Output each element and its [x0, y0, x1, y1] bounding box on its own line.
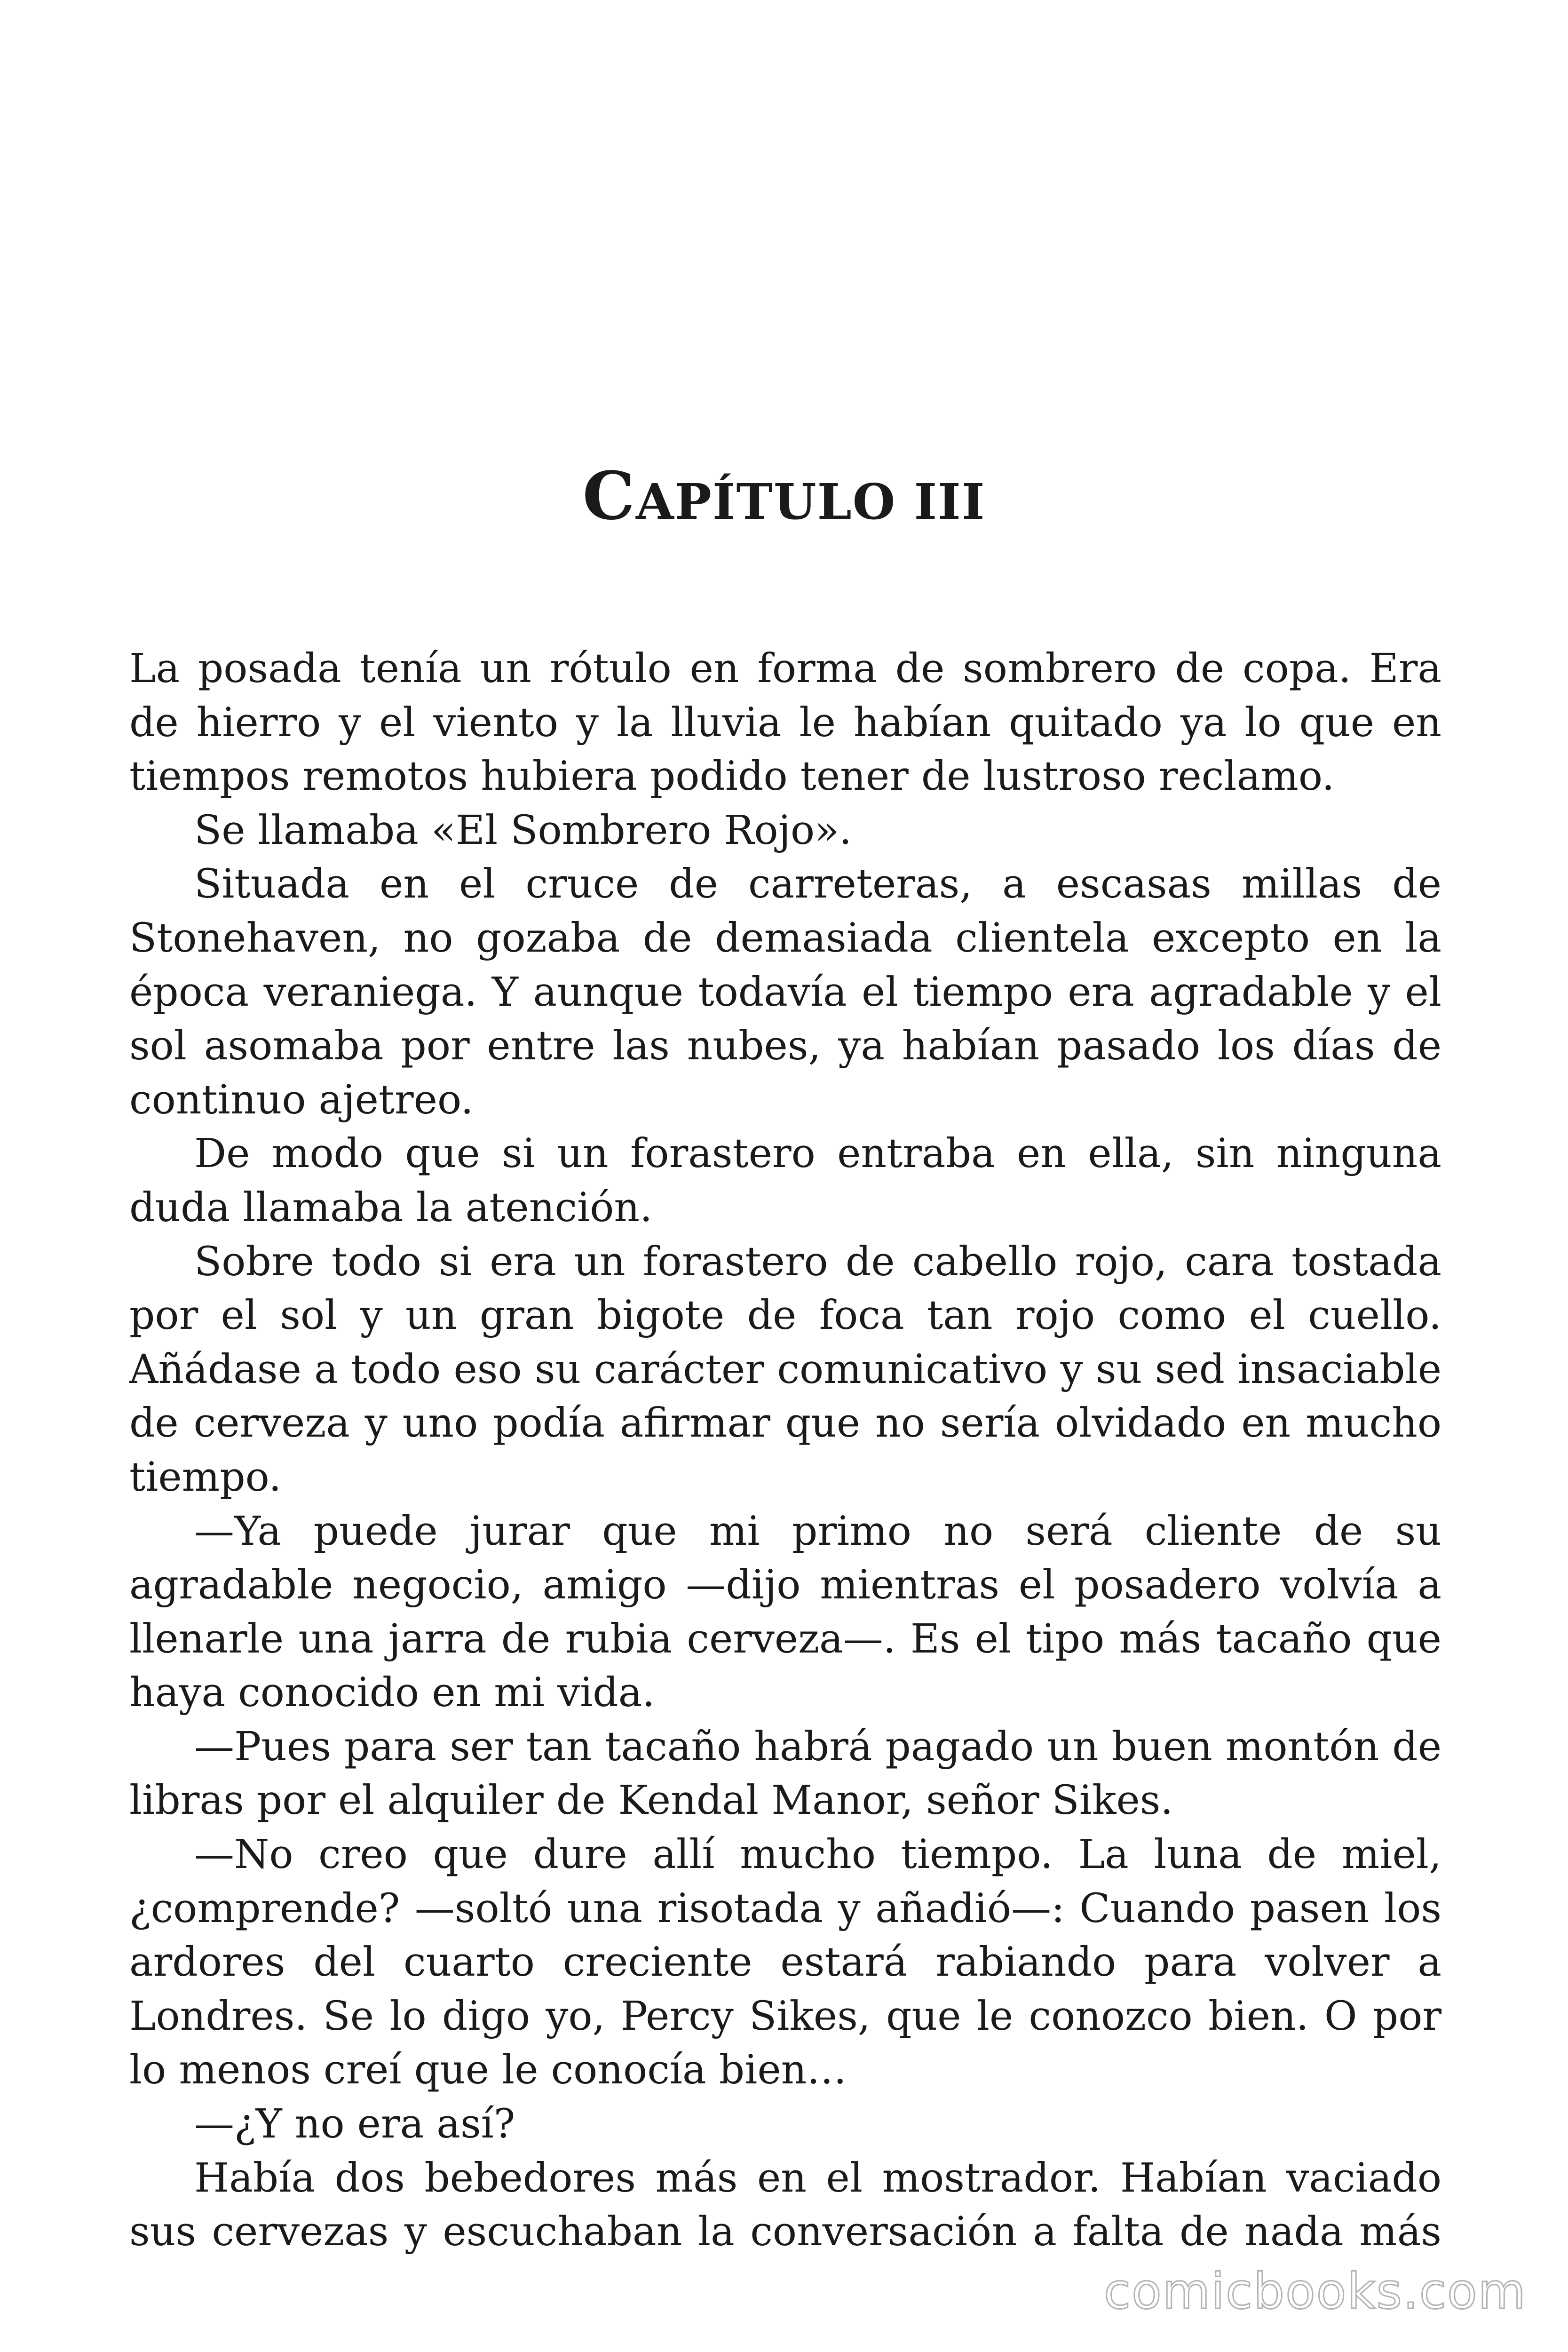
paragraph: Se llamaba «El Sombrero Rojo».	[194, 807, 852, 854]
paragraph: Había dos bebedores más en el mostrador. Habían vaciado sus cervezas y escuchaban la conversación a falta de nada más	[129, 2154, 1441, 2256]
paragraph: —¿Y no era así?	[194, 2101, 515, 2148]
paragraph: —No creo que dure allí mucho tiempo. La luna de miel, ¿comprende? —soltó una risotada y añadió—: Cuando pasen los ardores del cuarto creciente estará rabiando para volver a Londres. Se lo digo yo, Percy Sikes, que le conozco bien. O por lo menos creí que le conocía bien…	[129, 1831, 1441, 2094]
chapter-body	[129, 642, 1441, 2259]
paragraph: —Pues para ser tan tacaño habrá pagado un buen montón de libras por el alquiler de Kendal Manor, señor Sikes.	[129, 1723, 1441, 1824]
chapter-title	[0, 456, 1568, 542]
chapter-title-rest: APÍTULO III	[635, 473, 986, 531]
chapter-title-initial: C	[582, 458, 636, 535]
paragraph: Sobre todo si era un forastero de cabello rojo, cara tostada por el sol y un gran bigote de foca tan rojo como el cuello. Añádase a todo eso su carácter comunicativo y su sed insaciable de cerveza y uno podía afirmar que no sería olvidado en mucho tiempo.	[129, 1238, 1441, 1501]
paragraph: Situada en el cruce de carreteras, a escasas millas de Stonehaven, no gozaba de demasiada clientela excepto en la época veraniega. Y aunque todavía el tiempo era agradable y el sol asomaba por entre las nubes, ya habían pasado los días de continuo ajetreo.	[129, 861, 1441, 1123]
watermark: comicbooks.com	[1103, 2263, 1527, 2320]
paragraph: De modo que si un forastero entraba en ella, sin ninguna duda llamaba la atención.	[129, 1130, 1441, 1231]
paragraph: —Ya puede jurar que mi primo no será cliente de su agradable negocio, amigo —dijo mientras el posadero volvía a llenarle una jarra de rubia cerveza—. Es el tipo más tacaño que haya conocido en mi vida.	[129, 1508, 1441, 1716]
paragraph: La posada tenía un rótulo en forma de sombrero de copa. Era de hierro y el viento y la lluvia le habían quitado ya lo que en tiempos remotos hubiera podido tener de lustroso reclamo.	[129, 645, 1441, 800]
